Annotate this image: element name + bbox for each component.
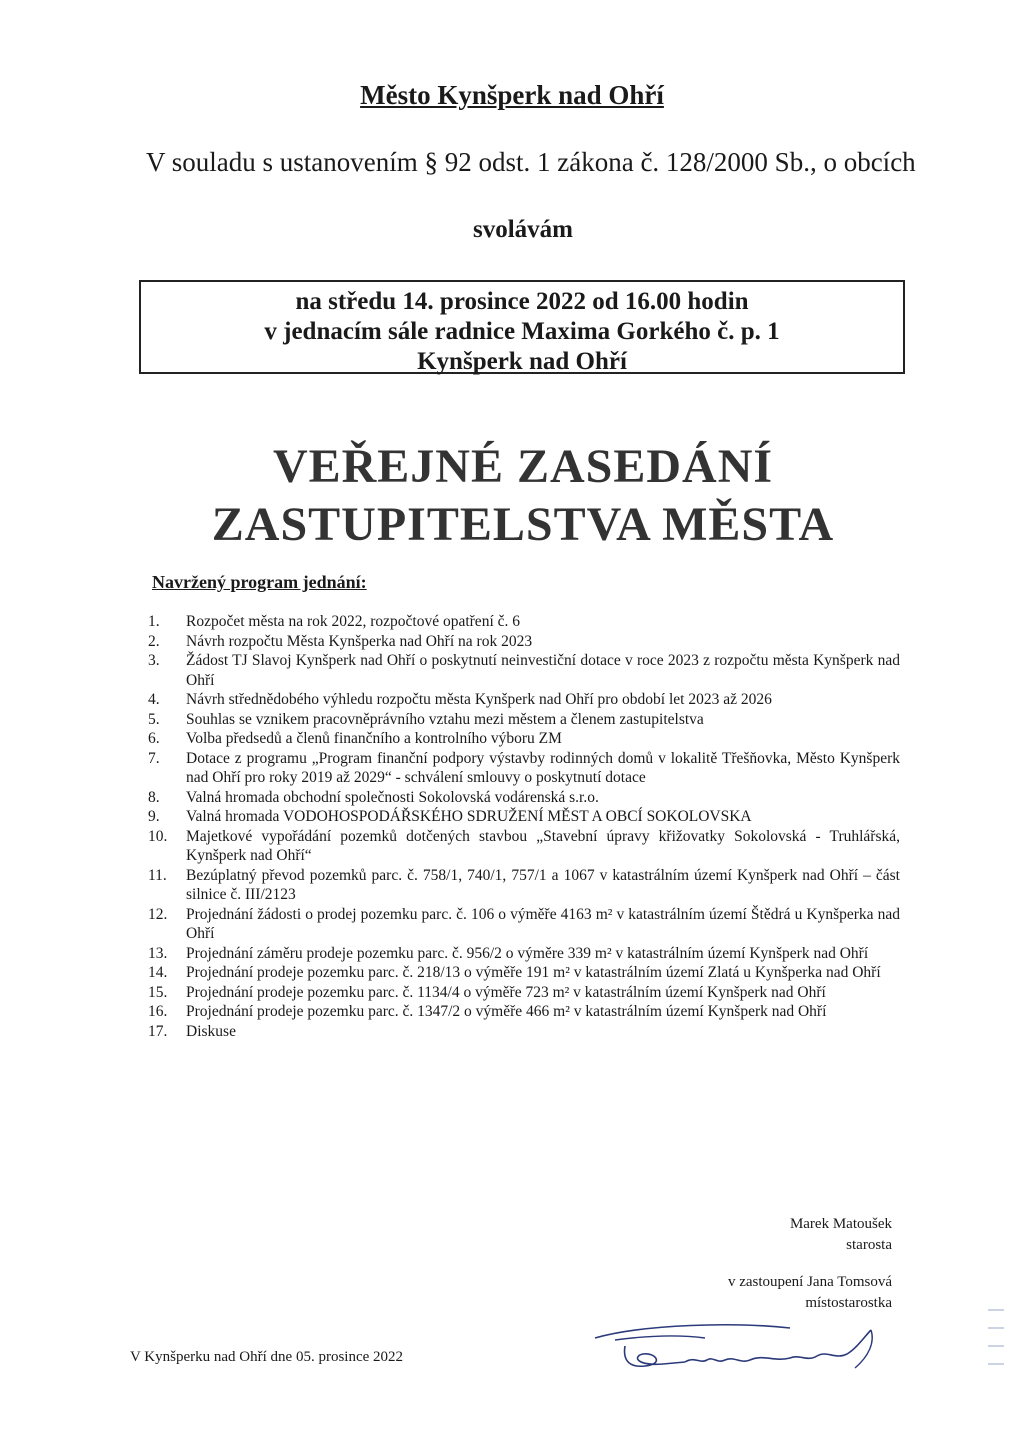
convene-word: svolávám [473,216,573,243]
agenda-item-number: 16. [148,1003,168,1020]
agenda-item [148,710,900,730]
agenda-item-text: Diskuse [186,1022,236,1040]
agenda-item-number: 12. [148,905,168,923]
agenda-item [148,807,900,827]
agenda-item [148,905,900,944]
agenda-item [148,632,900,652]
agenda-item [148,651,900,690]
city-title: Město Kynšperk nad Ohří [360,80,664,110]
agenda-item-number: 1. [148,613,160,630]
deputy-name: v zastoupení Jana Tomsová [727,1274,892,1290]
agenda-item [148,983,900,1003]
agenda-item-number: 14. [148,964,168,981]
agenda-item-number: 13. [148,944,168,962]
agenda-item-number: 4. [148,691,160,708]
agenda-item-number: 15. [148,983,168,1001]
agenda-item [148,827,900,866]
agenda-item-text: Valná hromada obchodní společnosti Sokolovská vodárenská s.r.o. [186,788,599,806]
agenda-item-text: Návrh rozpočtu Města Kynšperka nad Ohří na rok 2023 [186,632,533,650]
agenda-item [148,612,900,632]
agenda-item-number: 3. [148,652,160,669]
agenda-item [148,944,900,964]
meeting-details-box [139,280,905,374]
agenda-item-text: Projednání záměru prodeje pozemku parc. č. 956/2 o výměre 339 m² v katastrálním území Kynšperk nad Ohří [186,944,869,962]
agenda-item-number: 17. [148,1022,168,1040]
agenda-item [148,963,900,983]
agenda-item-number: 2. [148,632,160,650]
agenda-item-text: Souhlas se vznikem pracovněprávního vztahu mezi městem a členem zastupitelstva [186,710,704,728]
agenda-item [148,788,900,808]
agenda-item [148,729,900,749]
mayor-signature-block [640,1214,892,1256]
meeting-town: Kynšperk nad Ohří [417,348,627,375]
agenda-item-number: 7. [148,749,160,767]
agenda-item-text: Projednání žádosti o prodej pozemku parc. č. 106 o výměře 4163 m² v katastrálním území Štědrá u Kynšperka nad Ohří [186,905,900,942]
mayor-name: Marek Matoušek [789,1216,892,1232]
agenda-item-text: Valná hromada VODOHOSPODÁŘSKÉHO SDRUŽENÍ MĚST A OBCÍ SOKOLOVSKA [186,808,752,825]
agenda-item-number: 5. [148,710,160,728]
agenda-item-text: Projednání prodeje pozemku parc. č. 1134/4 o výměře 723 m² v katastrálním území Kynšperk nad Ohří [186,983,826,1001]
legal-intro: V souladu s ustanovením § 92 odst. 1 zákona č. 128/2000 Sb., o obcích [146,147,916,177]
agenda-item-text: Rozpočet města na rok 2022, rozpočtové opatření č. 6 [186,613,520,630]
date-line: V Kynšperku nad Ohří dne 05. prosince 2022 [130,1349,404,1365]
agenda-item-number: 8. [148,788,160,806]
agenda-item-text: Bezúplatný převod pozemků parc. č. 758/1, 740/1, 757/1 a 1067 v katastrálním území Kynšperk nad Ohří – část silnice č. III/2123 [186,866,900,903]
agenda-list [148,612,900,1041]
agenda-item [148,866,900,905]
agenda-item-number: 10. [148,827,168,845]
meeting-date-time: na středu 14. prosince 2022 od 16.00 hodin [295,288,749,315]
agenda-item-number: 9. [148,808,160,825]
agenda-item-number: 6. [148,730,160,747]
program-heading: Navržený program jednání: [152,572,367,592]
headline-line-1: VEŘEJNÉ ZASEDÁNÍ [272,440,774,493]
agenda-item-text: Majetkové vypořádání pozemků dotčených stavbou „Stavební úpravy křižovatky Sokolovská - Truhlářská, Kynšperk nad Ohří“ [186,827,900,864]
meeting-venue: v jednacím sále radnice Maxima Gorkého č. p. 1 [264,318,780,345]
agenda-item-text: Projednání prodeje pozemku parc. č. 1347/2 o výměře 466 m² v katastrálním území Kynšperk nad Ohří [186,1003,827,1020]
agenda-item-number: 11. [148,866,167,884]
deputy-signature-block [640,1272,892,1314]
agenda-item-text: Projednání prodeje pozemku parc. č. 218/13 o výměře 191 m² v katastrálním území Zlatá u Kynšperka nad Ohří [186,964,881,981]
scan-margin-marks [980,1300,1010,1380]
meeting-headline [0,438,1024,554]
agenda-item-text: Dotace z programu „Program finanční podpory výstavby rodinných domů v lokalitě Třešňovka, Město Kynšperk nad Ohří pro roky 2019 až 2029“ - schválení smlouvy o poskytnutí dotace [186,749,900,786]
deputy-title: místostarostka [805,1295,892,1311]
agenda-item [148,749,900,788]
agenda-item-text: Volba předsedů a členů finančního a kontrolního výboru ZM [186,730,562,747]
agenda-item [148,690,900,710]
agenda-item-text: Žádost TJ Slavoj Kynšperk nad Ohří o poskytnutí neinvestiční dotace v roce 2023 z rozpočtu města Kynšperk nad Ohří [186,652,900,689]
agenda-item-text: Návrh střednědobého výhledu rozpočtu města Kynšperk nad Ohří pro období let 2023 až 2026 [186,691,772,708]
mayor-title: starosta [846,1237,892,1253]
headline-line-2: ZASTUPITELSTVA MĚSTA [211,498,835,551]
agenda-item [148,1002,900,1022]
handwritten-signature [585,1316,905,1376]
agenda-item [148,1022,900,1042]
